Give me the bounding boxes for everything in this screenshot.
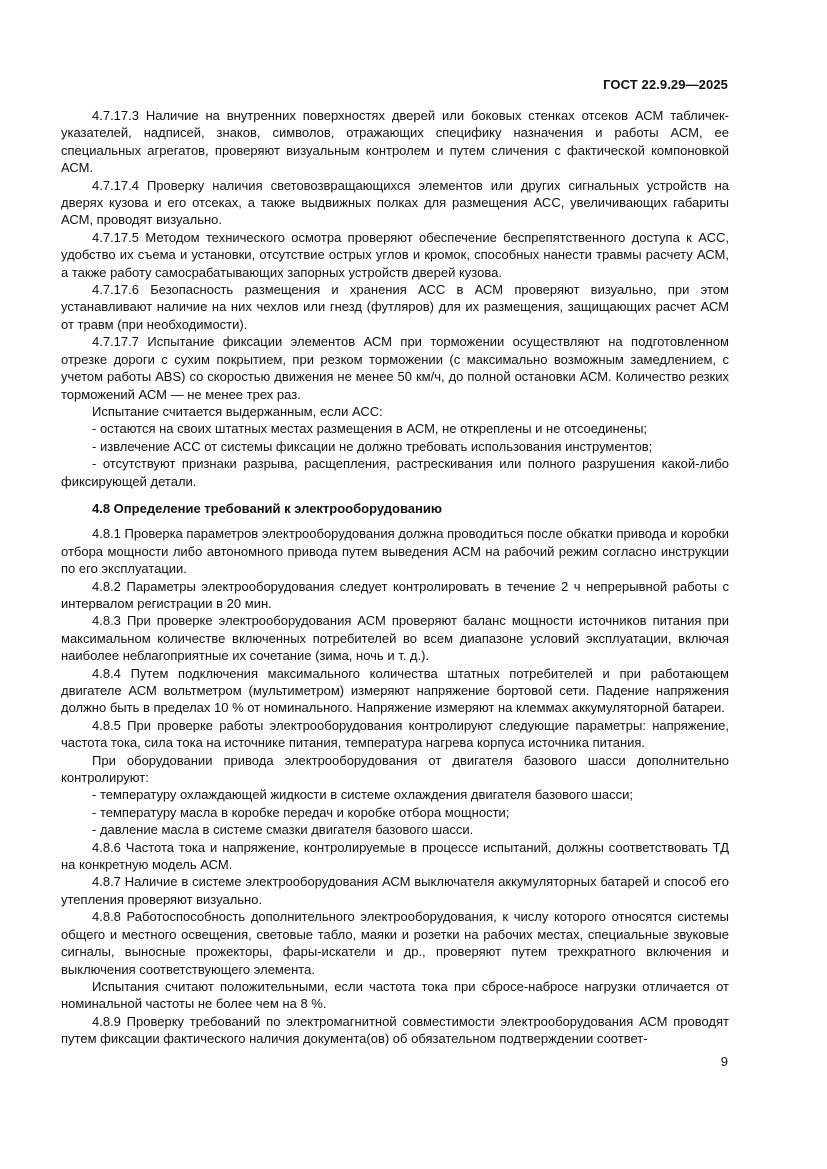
paragraph-4-7-17-5: 4.7.17.5 Методом технического осмотра проверяют обеспечение беспрепятственного доступа к АСС, удобство их съема и установки, отсутствие острых углов и кромок, способных нанести травмы расчету АСМ, а также работу самосрабатывающих запорных устройств дверей кузова. — [61, 229, 729, 280]
paragraph-test-condition: Испытание считается выдержанным, если АСС: — [92, 403, 383, 419]
page-body — [61, 107, 729, 1048]
paragraph-additional-control: При оборудовании привода электрооборудования от двигателя базового шасси дополнительно контролируют: — [61, 752, 729, 786]
list-item: - температуру масла в коробке передач и коробке отбора мощности; — [92, 804, 510, 820]
list-item: - остаются на своих штатных местах размещения в АСМ, не откреплены и не отсоединены; — [92, 421, 648, 437]
standard-header: ГОСТ 22.9.29—2025 — [603, 77, 728, 92]
paragraph-4-7-17-7: 4.7.17.7 Испытание фиксации элементов АСМ при торможении осуществляют на подготовленном отрезке дороги с сухим покрытием, при резком торможении (с максимально возможным замедлением, с учетом работы ABS) со скоростью движения не менее 50 км/ч, до полной остановки АСМ. Количество резких торможений АСМ — не менее трех раз. — [61, 334, 729, 402]
paragraph-4-7-17-6: 4.7.17.6 Безопасность размещения и хранения АСС в АСМ проверяют визуально, при этом устанавливают наличие на них чехлов или гнезд (футляров) для их размещения, защищающих расчет АСМ от травм (при необходимости). — [61, 282, 729, 332]
list-item: - температуру охлаждающей жидкости в системе охлаждения двигателя базового шасси; — [92, 787, 633, 803]
paragraph-4-7-17-4: 4.7.17.4 Проверку наличия световозвращающихся элементов или других сигнальных устройств на дверях кузова и его отсеках, а также выдвижных полках для размещения АСС, увеличивающих габариты АСМ, проводят визуально. — [61, 177, 729, 228]
section-heading-4-8: 4.8 Определение требований к электрооборудованию — [92, 500, 442, 516]
paragraph-4-8-6: 4.8.6 Частота тока и напряжение, контролируемые в процессе испытаний, должны соответствовать ТД на конкретную модель АСМ. — [61, 839, 729, 873]
paragraph-4-8-8: 4.8.8 Работоспособность дополнительного электрооборудования, к числу которого относятся системы общего и местного освещения, световые табло, маяки и розетки на рабочих местах, специальные звуковые сигналы, выносные прожекторы, фары-искатели и др., проверяют путем трехкратного включения и выключения соответствующего элемента. — [61, 909, 729, 977]
paragraph-4-7-17-3: 4.7.17.3 Наличие на внутренних поверхностях дверей или боковых стенках отсеков АСМ табличек-указателей, надписей, знаков, символов, отражающих специфику назначения и работы АСМ, ее специальных агрегатов, проверяют визуальным контролем и путем сличения с фактической компоновкой АСМ. — [61, 108, 729, 176]
paragraph-4-8-3: 4.8.3 При проверке электрооборудования АСМ проверяют баланс мощности источников питания при максимальном количестве включенных потребителей во всем диапазоне условий эксплуатации, включая наиболее неблагоприятные их сочетание (зима, ночь и т. д.). — [61, 613, 729, 664]
list-item: - отсутствуют признаки разрыва, расщепления, растрескивания или полного разрушения какой-либо фиксирующей детали. — [61, 456, 729, 489]
list-item: - извлечение АСС от системы фиксации не должно требовать использования инструментов; — [92, 438, 653, 454]
page-number: 9 — [720, 1054, 728, 1069]
list-item: - давление масла в системе смазки двигателя базового шасси. — [92, 822, 474, 838]
paragraph-4-8-4: 4.8.4 Путем подключения максимального количества штатных потребителей и при работающем двигателе АСМ вольтметром (мультиметром) измеряют напряжение бортовой сети. Падение напряжения должно быть в пределах 10 % от номинального. Напряжение измеряют на клеммах аккумуляторной батареи. — [61, 665, 729, 716]
paragraph-test-result: Испытания считают положительными, если частота тока при сбросе-набросе нагрузки отличается от номинальной частоты не более чем на 8 %. — [61, 978, 729, 1012]
paragraph-4-8-2: 4.8.2 Параметры электрооборудования следует контролировать в течение 2 ч непрерывной работы с интервалом регистрации в 20 мин. — [61, 578, 729, 611]
paragraph-4-8-9: 4.8.9 Проверку требований по электромагнитной совместимости электрооборудования АСМ проводят путем фиксации фактического наличия документа(ов) об обязательном подтверждении соответ- — [61, 1013, 729, 1047]
paragraph-4-8-1: 4.8.1 Проверка параметров электрооборудования должна проводиться после обкатки привода и коробки отбора мощности либо автономного привода путем выведения АСМ на рабочий режим согласно инструкции по его эксплуатации. — [61, 526, 729, 577]
paragraph-4-8-7: 4.8.7 Наличие в системе электрооборудования АСМ выключателя аккумуляторных батарей и способ его утепления проверяют визуально. — [61, 874, 729, 907]
paragraph-4-8-5: 4.8.5 При проверке работы электрооборудования контролируют следующие параметры: напряжение, частота тока, сила тока на источнике питания, температура нагрева корпуса источника питания. — [61, 717, 729, 751]
